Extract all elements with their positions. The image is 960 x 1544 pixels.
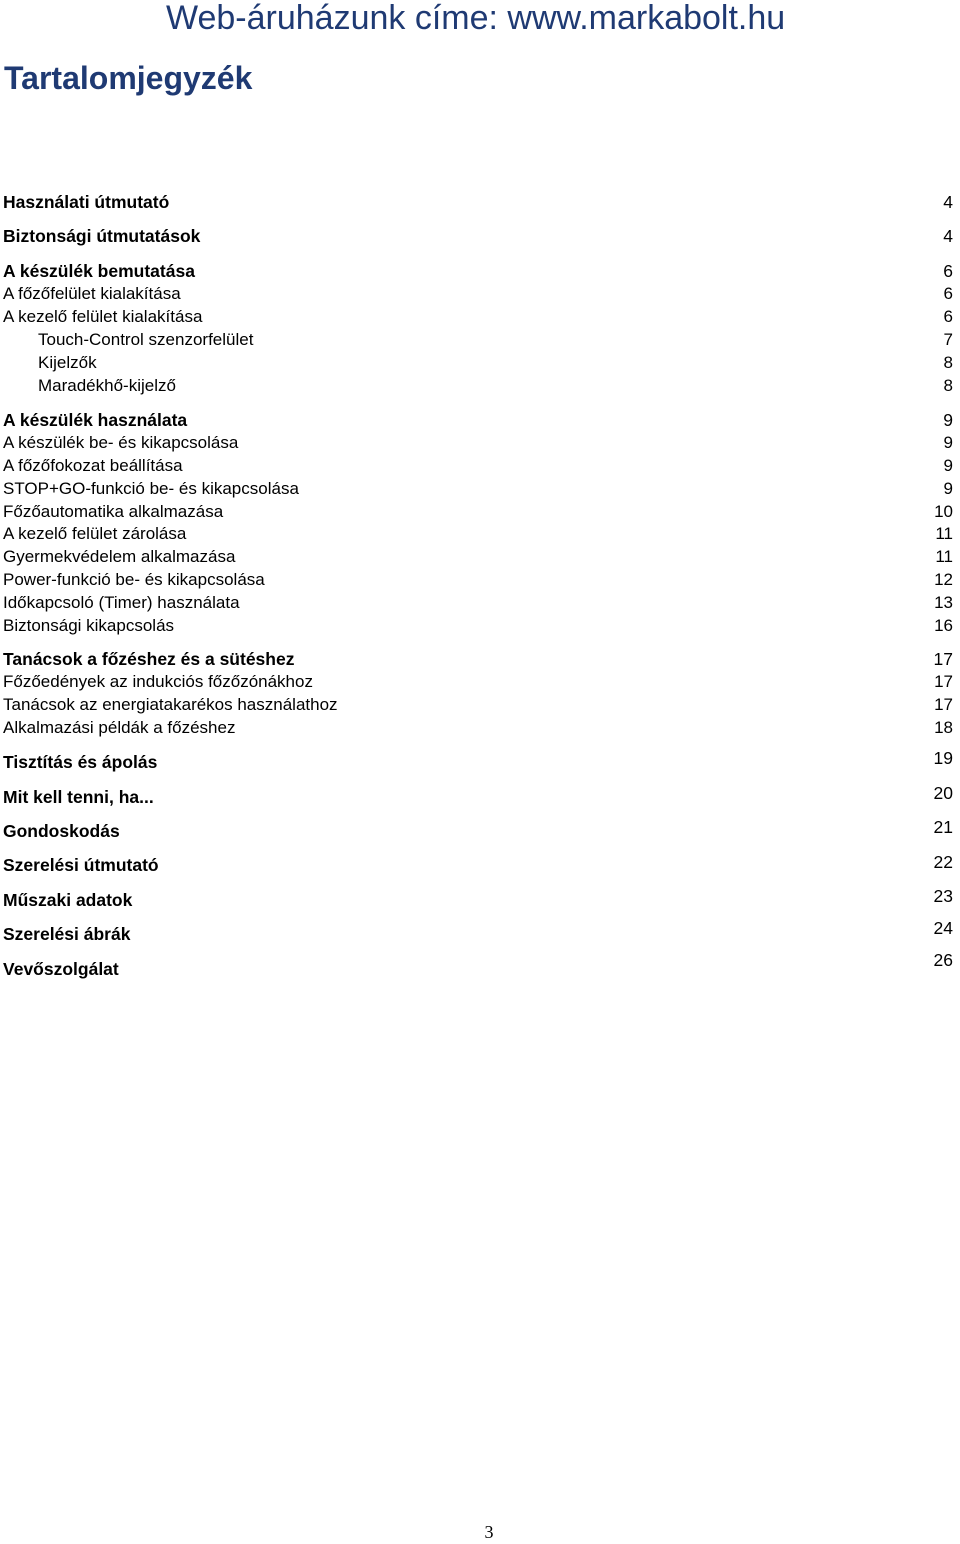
toc-entry[interactable] bbox=[3, 477, 953, 501]
page-title: Tartalomjegyzék bbox=[4, 60, 253, 96]
toc-entry-label: A főzőfelület kialakítása bbox=[3, 284, 181, 303]
toc-entry-page: 23 bbox=[933, 886, 953, 906]
toc-entry-page: 18 bbox=[934, 718, 953, 737]
toc-entry-label: Gyermekvédelem alkalmazása bbox=[3, 547, 236, 566]
toc-entry[interactable] bbox=[3, 614, 953, 638]
toc-entry[interactable] bbox=[3, 431, 953, 455]
toc-entry-page: 7 bbox=[943, 330, 953, 349]
toc-entry-label: Műszaki adatok bbox=[3, 890, 133, 910]
toc-entry-label: Power-funkció be- és kikapcsolása bbox=[3, 570, 265, 589]
toc-entry-page: 9 bbox=[943, 410, 953, 430]
toc-entry-page: 11 bbox=[935, 547, 953, 566]
toc-entry-label: Biztonsági útmutatások bbox=[3, 226, 201, 246]
toc-entry-label: Szerelési útmutató bbox=[3, 855, 159, 875]
toc-entry[interactable] bbox=[3, 853, 953, 877]
toc-entry-page: 24 bbox=[933, 918, 953, 938]
toc-entry-page: 13 bbox=[934, 593, 953, 612]
toc-entry[interactable] bbox=[3, 374, 953, 398]
toc-entry-label: A készülék bemutatása bbox=[3, 261, 195, 281]
toc-entry-label: A készülék használata bbox=[3, 410, 188, 430]
toc-entry-label: Kijelzők bbox=[38, 353, 97, 372]
toc-entry-label: A kezelő felület kialakítása bbox=[3, 307, 203, 326]
toc-entry[interactable] bbox=[3, 568, 953, 592]
toc-entry-label: Főzőedények az indukciós főzőzónákhoz bbox=[3, 672, 313, 691]
toc-entry[interactable] bbox=[3, 888, 953, 912]
toc-entry-page: 6 bbox=[943, 307, 953, 326]
toc-entry-page: 4 bbox=[943, 226, 953, 246]
toc-entry[interactable] bbox=[3, 454, 953, 478]
toc-entry-page: 20 bbox=[933, 783, 953, 803]
toc-entry-page: 17 bbox=[934, 695, 953, 714]
toc-entry-page: 12 bbox=[934, 570, 953, 589]
toc-entry-label: Mit kell tenni, ha... bbox=[3, 787, 154, 807]
toc-entry-page: 9 bbox=[943, 456, 953, 475]
toc-entry[interactable] bbox=[3, 305, 953, 329]
toc-entry-label: A kezelő felület zárolása bbox=[3, 524, 187, 543]
toc-entry-label: Főzőautomatika alkalmazása bbox=[3, 502, 224, 521]
toc-entry-page: 17 bbox=[934, 672, 953, 691]
toc-entry[interactable] bbox=[3, 500, 953, 524]
toc-entry[interactable] bbox=[3, 282, 953, 306]
toc-entry-label: Maradékhő-kijelző bbox=[38, 376, 176, 395]
toc-entry[interactable] bbox=[3, 750, 953, 774]
toc-entry-page: 22 bbox=[933, 852, 953, 872]
page-number: 3 bbox=[484, 1522, 494, 1542]
toc-entry-label: Tisztítás és ápolás bbox=[3, 752, 158, 772]
toc-entry-page: 16 bbox=[934, 616, 953, 635]
toc-entry-label: A készülék be- és kikapcsolása bbox=[3, 433, 239, 452]
toc-entry[interactable] bbox=[3, 591, 953, 615]
toc-entry-page: 6 bbox=[943, 261, 953, 281]
toc-entry[interactable] bbox=[3, 190, 953, 214]
toc-entry-page: 11 bbox=[935, 524, 953, 543]
toc-entry-label: STOP+GO-funkció be- és kikapcsolása bbox=[3, 479, 299, 498]
toc-entry-label: Vevőszolgálat bbox=[3, 959, 119, 979]
toc-entry[interactable] bbox=[3, 522, 953, 546]
toc-entry[interactable] bbox=[3, 693, 953, 717]
header-url-text: Web-áruházunk címe: www.markabolt.hu bbox=[166, 0, 786, 37]
toc-entry-label: Touch-Control szenzorfelület bbox=[38, 330, 254, 349]
toc-entry-page: 10 bbox=[934, 502, 953, 521]
toc-entry-page: 6 bbox=[943, 284, 953, 303]
toc-entry[interactable] bbox=[3, 647, 953, 671]
toc-entry[interactable] bbox=[3, 328, 953, 352]
toc-entry-label: A főzőfokozat beállítása bbox=[3, 456, 183, 475]
toc-entry-page: 9 bbox=[943, 479, 953, 498]
toc-entry-page: 9 bbox=[943, 433, 953, 452]
toc-entry-page: 4 bbox=[943, 192, 953, 212]
toc-entry[interactable] bbox=[3, 716, 953, 740]
toc-entry-page: 8 bbox=[943, 353, 953, 372]
toc-entry-label: Szerelési ábrák bbox=[3, 924, 131, 944]
toc-entry-label: Tanácsok az energiatakarékos használathoz bbox=[3, 695, 338, 714]
toc-entry-label: Gondoskodás bbox=[3, 821, 120, 841]
toc-entry[interactable] bbox=[3, 918, 953, 946]
toc-entry[interactable] bbox=[3, 351, 953, 375]
toc-entry-label: Biztonsági kikapcsolás bbox=[3, 616, 175, 635]
toc-entry-label: Használati útmutató bbox=[3, 192, 170, 212]
toc-entry-page: 26 bbox=[933, 950, 953, 970]
toc-entry[interactable] bbox=[3, 819, 953, 843]
toc-entry[interactable] bbox=[3, 224, 953, 248]
toc-entry[interactable] bbox=[3, 545, 953, 569]
toc-entry-page: 17 bbox=[933, 649, 953, 669]
toc-entry-page: 8 bbox=[943, 376, 953, 395]
toc-entry[interactable] bbox=[3, 785, 953, 809]
toc-entry-label: Alkalmazási példák a főzéshez bbox=[3, 718, 236, 737]
toc-entry[interactable] bbox=[3, 259, 953, 283]
toc-entry-page: 21 bbox=[933, 817, 953, 837]
toc-entry[interactable] bbox=[3, 950, 953, 981]
toc-entry[interactable] bbox=[3, 670, 953, 694]
toc-entry-label: Tanácsok a főzéshez és a sütéshez bbox=[3, 649, 295, 669]
toc-entry[interactable] bbox=[3, 408, 953, 432]
toc-entry-page: 19 bbox=[933, 748, 953, 768]
toc-entry-label: Időkapcsoló (Timer) használata bbox=[3, 593, 240, 612]
